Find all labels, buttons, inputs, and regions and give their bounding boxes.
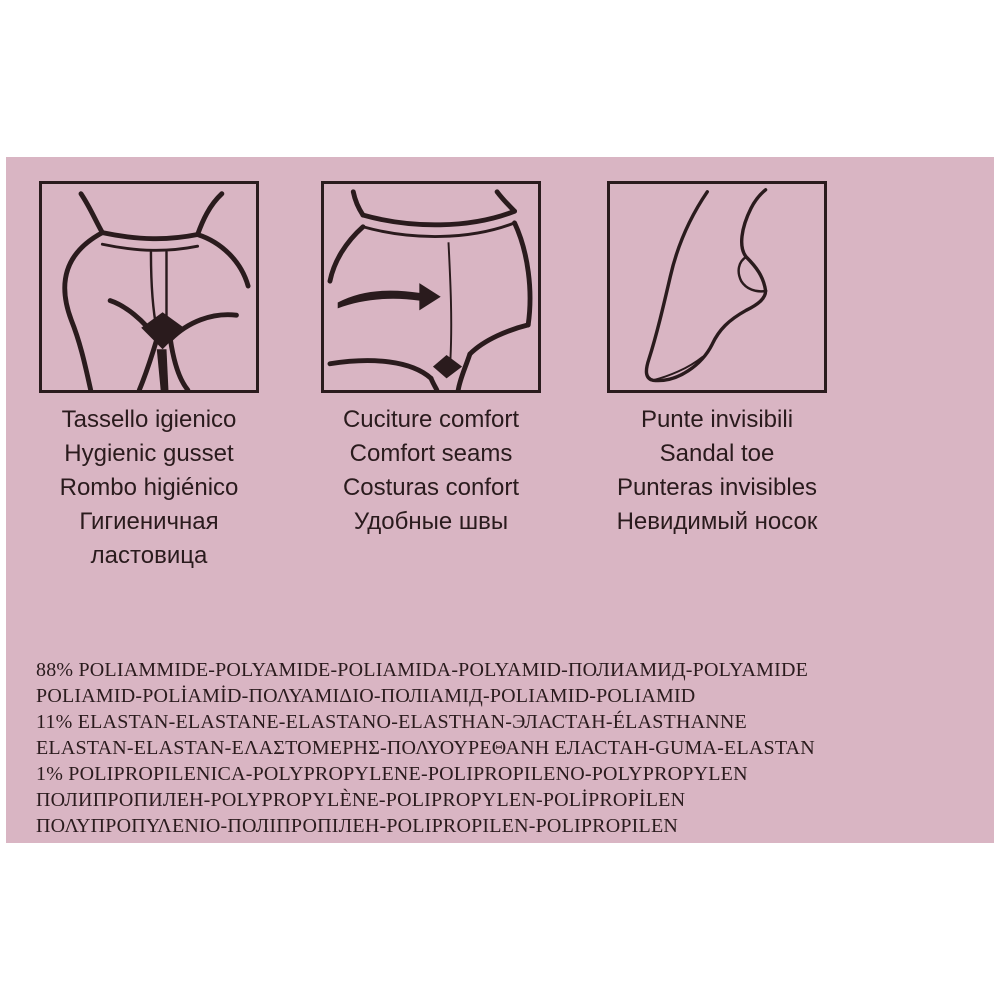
feature-hygienic-gusset-labels (34, 403, 264, 573)
feature-comfort-seams-labels (316, 403, 546, 539)
composition-line: 1% POLIPROPILENICA-POLYPROPYLENE-POLIPROPILENO-POLYPROPYLEN (36, 763, 748, 785)
feature-hygienic-gusset (34, 181, 264, 573)
feature-label: Costuras confort (342, 474, 520, 501)
feature-comfort-seams (316, 181, 546, 539)
feature-label: ластовица (90, 542, 208, 569)
composition-line: ПОЛИПРОПИЛЕН-POLYPROPYLÈNE-POLIPROPYLEN-POLİPROPİLEN (36, 789, 686, 811)
hygienic-gusset-icon (39, 181, 259, 393)
feature-label: Cuciture comfort (342, 406, 520, 433)
feature-sandal-toe (602, 181, 832, 539)
composition-line: 88% POLIAMMIDE-POLYAMIDE-POLIAMIDA-POLYAMID-ПОЛИАМИД-POLYAMIDE (36, 659, 809, 681)
feature-label: Rombo higiénico (59, 474, 239, 501)
composition-line: ELASTAN-ELASTAN-ΕΛΑΣΤΟΜΕΡΗΣ-ΠΟΛΥΟΥΡΕΘΑΝΗ ЕЛАСТАН-GUMA-ELASTAN (36, 737, 815, 759)
feature-label: Hygienic gusset (64, 440, 234, 467)
feature-label: Невидимый носок (616, 508, 818, 535)
comfort-seams-icon (321, 181, 541, 393)
product-info-card (6, 157, 994, 843)
composition-line: ΠΟΛΥΠΡΟΠΥΛΕΝΙΟ-ПОЛІПРОПІЛЕН-POLIPROPILEN-POLIPROPILEN (36, 815, 679, 837)
feature-label: Удобные швы (353, 508, 509, 535)
composition-line: POLIAMID-POLİAMİD-ΠΟΛΥΑΜΙΔΙΟ-ПОЛІАМІД-POLIAMID-POLIAMID (36, 685, 696, 707)
feature-label: Гигиеничная (79, 508, 219, 535)
feature-label: Punteras invisibles (616, 474, 818, 501)
feature-label: Tassello igienico (61, 406, 237, 433)
composition-line: 11% ELASTAN-ELASTANE-ELASTANO-ELASTHAN-ЭЛАСТАН-ÉLASTHANNE (36, 711, 747, 733)
feature-label: Punte invisibili (640, 406, 794, 433)
sandal-toe-icon (607, 181, 827, 393)
feature-label: Comfort seams (349, 440, 513, 467)
feature-label: Sandal toe (659, 440, 775, 467)
fabric-composition (36, 657, 976, 839)
feature-sandal-toe-labels (602, 403, 832, 539)
